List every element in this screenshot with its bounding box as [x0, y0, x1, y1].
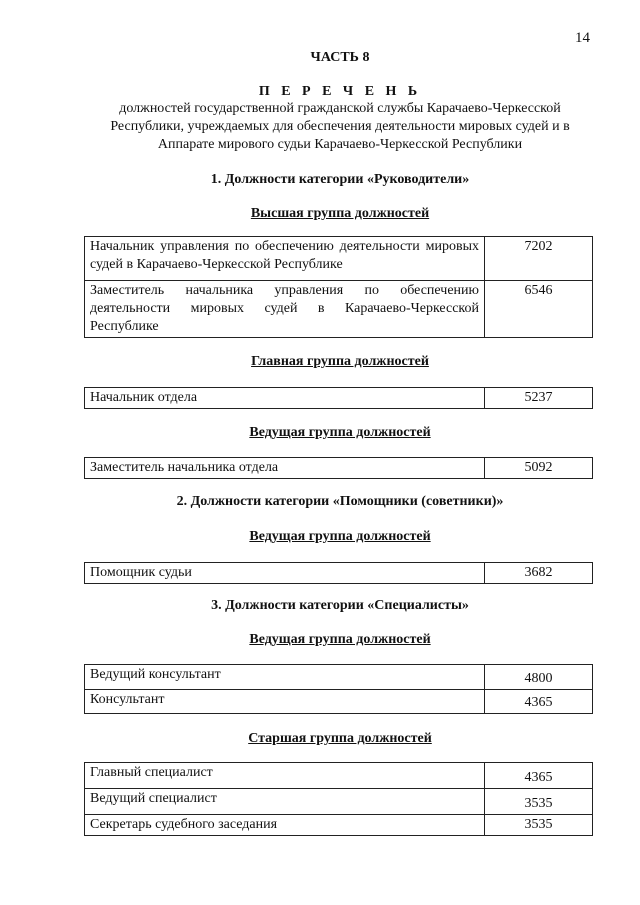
position-code: 6546	[485, 281, 593, 338]
table-row	[85, 388, 593, 409]
position-code: 3535	[485, 789, 593, 815]
section-heading: 1. Должности категории «Руководители»	[210, 172, 470, 187]
section-heading: 3. Должности категории «Специалисты»	[211, 598, 469, 613]
group-heading: Ведущая группа должностей	[249, 425, 431, 440]
position-name: Ведущий консультант	[85, 665, 485, 690]
positions-table	[84, 762, 593, 836]
table-row	[85, 458, 593, 479]
position-name: Помощник судьи	[85, 563, 485, 584]
page-number: 14	[575, 30, 590, 46]
positions-table	[84, 236, 593, 338]
position-code: 3535	[485, 815, 593, 836]
position-name: Секретарь судебного заседания	[85, 815, 485, 836]
table-row	[85, 789, 593, 815]
section-heading: 2. Должности категории «Помощники (советники)»	[176, 494, 504, 509]
position-name: Главный специалист	[85, 763, 485, 789]
position-name: Ведущий специалист	[85, 789, 485, 815]
table-row	[85, 763, 593, 789]
group-heading: Ведущая группа должностей	[249, 632, 431, 647]
position-code: 4365	[485, 690, 593, 714]
position-name: Консультант	[85, 690, 485, 714]
position-code: 3682	[485, 563, 593, 584]
document-title: П Е Р Е Ч Е Н Ь	[258, 84, 422, 99]
position-code: 4365	[485, 763, 593, 789]
group-heading: Главная группа должностей	[251, 354, 429, 369]
group-heading: Ведущая группа должностей	[249, 529, 431, 544]
group-heading: Старшая группа должностей	[248, 731, 432, 746]
part-heading: ЧАСТЬ 8	[310, 50, 370, 65]
document-subtitle: должностей государственной гражданской службы Карачаево-Черкесской Республики, учреждаемых для обеспечения деятельности мировых судей и в Аппарате мирового судьи Карачаево-Черкесской Республики	[110, 101, 570, 152]
position-name: Заместитель начальника управления по обеспечению деятельности мировых судей в Карачаево-Черкесской Республике	[85, 281, 485, 338]
position-name: Начальник управления по обеспечению деятельности мировых судей в Карачаево-Черкесской Республике	[85, 237, 485, 281]
position-code: 4800	[485, 665, 593, 690]
position-code: 5237	[485, 388, 593, 409]
table-row	[85, 690, 593, 714]
position-name: Заместитель начальника отдела	[85, 458, 485, 479]
table-row	[85, 563, 593, 584]
positions-table	[84, 562, 593, 584]
positions-table	[84, 387, 593, 409]
positions-table	[84, 457, 593, 479]
table-row	[85, 665, 593, 690]
table-row	[85, 237, 593, 281]
position-name: Начальник отдела	[85, 388, 485, 409]
table-row	[85, 815, 593, 836]
group-heading: Высшая группа должностей	[250, 206, 430, 221]
position-code: 5092	[485, 458, 593, 479]
table-row	[85, 281, 593, 338]
position-code: 7202	[485, 237, 593, 281]
positions-table	[84, 664, 593, 714]
